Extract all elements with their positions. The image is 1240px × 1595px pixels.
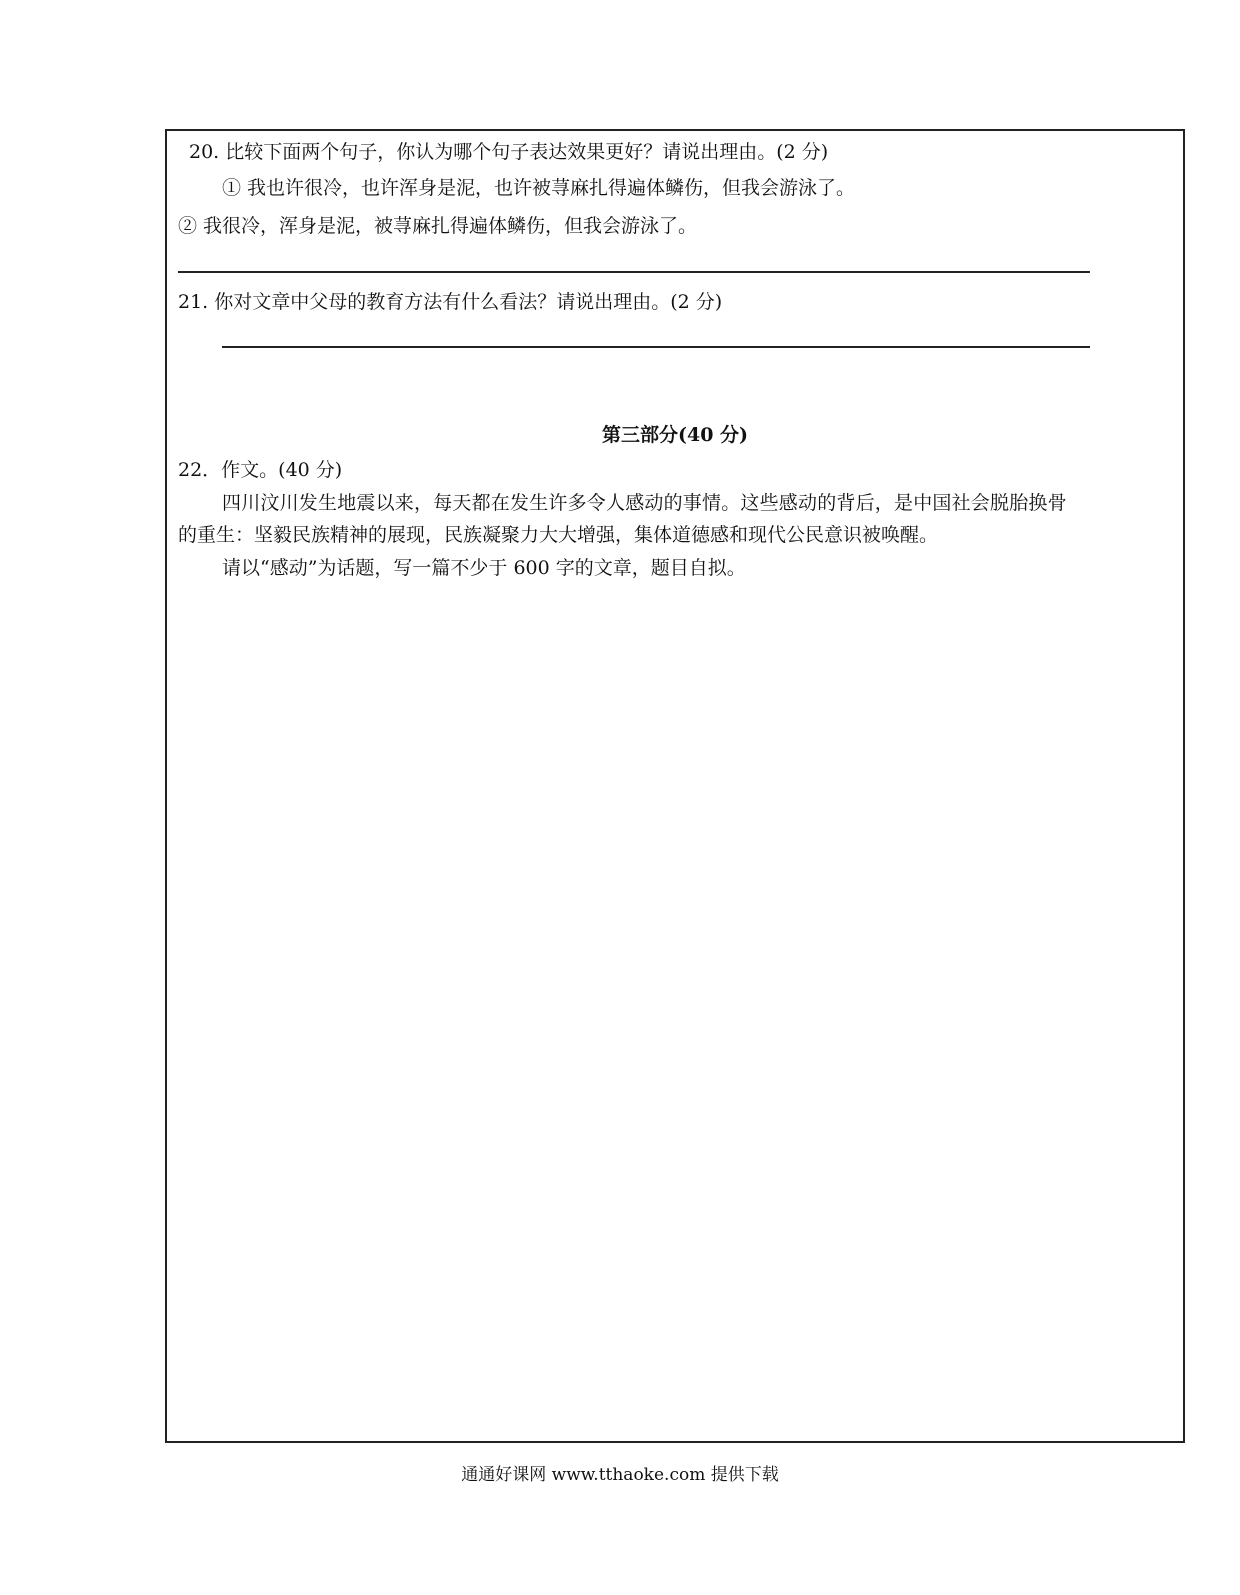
question-21-prompt: 21. 你对文章中父母的教育方法有什么看法？请说出理由。(2 分) bbox=[178, 291, 723, 313]
question-20-sentence-1: ① 我也许很冷，也许浑身是泥，也许被荨麻扎得遍体鳞伤，但我会游泳了。 bbox=[222, 177, 856, 199]
question-21-answer-line bbox=[222, 346, 1090, 348]
question-20-prompt: 20. 比较下面两个句子，你认为哪个句子表达效果更好？请说出理由。(2 分) bbox=[189, 141, 829, 163]
question-20-sentence-2: ② 我很冷，浑身是泥，被荨麻扎得遍体鳞伤，但我会游泳了。 bbox=[178, 215, 698, 237]
essay-background-line-1: 四川汶川发生地震以来，每天都在发生许多令人感动的事情。这些感动的背后，是中国社会脱胎换骨 bbox=[222, 492, 1067, 514]
part-3-heading: 第三部分(40 分) bbox=[602, 424, 749, 446]
essay-instruction: 请以“感动”为话题，写一篇不少于 600 字的文章，题目自拟。 bbox=[222, 557, 746, 579]
essay-background-line-2: 的重生：坚毅民族精神的展现，民族凝聚力大大增强，集体道德感和现代公民意识被唤醒。 bbox=[178, 524, 939, 546]
answer-sheet-frame bbox=[165, 129, 1185, 1443]
page-footer: 通通好课网 www.tthaoke.com 提供下载 bbox=[461, 1465, 779, 1485]
question-20-answer-line bbox=[178, 271, 1090, 273]
question-22-prompt: 22．作文。(40 分) bbox=[178, 459, 343, 481]
